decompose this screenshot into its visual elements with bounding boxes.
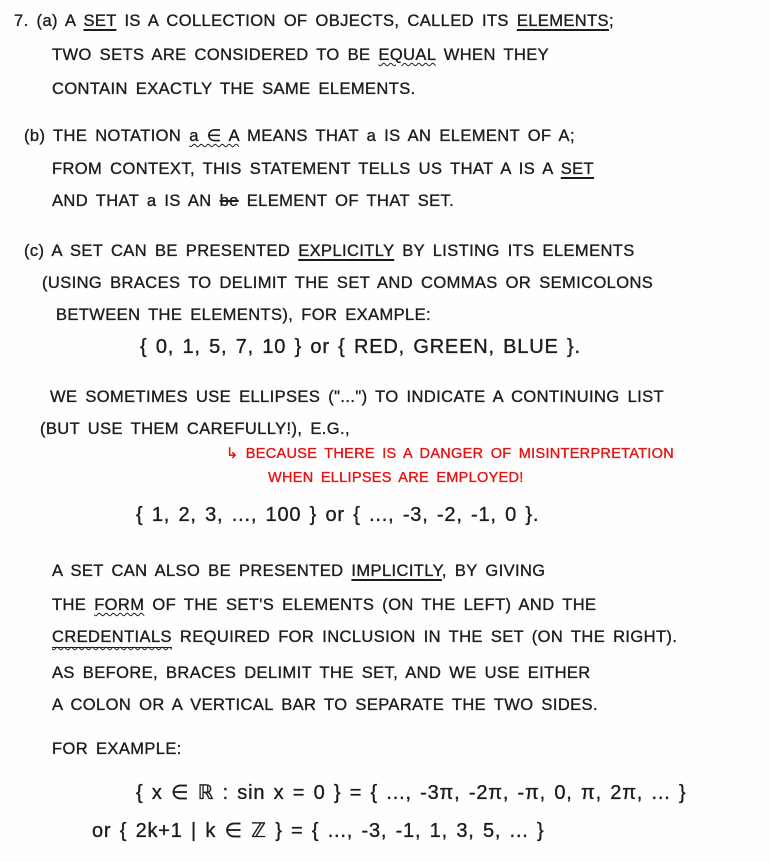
text-segment: WHEN ELLIPSES ARE EMPLOYED!	[268, 470, 524, 486]
text-segment: WHEN THEY	[435, 46, 550, 64]
text-segment: MEANS THAT a IS AN ELEMENT OF A;	[239, 127, 575, 145]
text-segment: BY LISTING ITS ELEMENTS	[394, 242, 635, 260]
text-segment: FOR EXAMPLE:	[52, 740, 182, 758]
text-segment: EQUAL	[378, 46, 436, 64]
text-segment: CREDENTIALS	[52, 628, 172, 646]
text-segment: EXPLICITLY	[298, 242, 395, 260]
implicit-line-3	[52, 628, 677, 647]
text-segment: CONTAIN EXACTLY THE SAME ELEMENTS.	[52, 80, 416, 98]
text-segment: AS BEFORE, BRACES DELIMIT THE SET, AND WE USE EITHER	[52, 664, 591, 682]
text-segment: , BY GIVING	[441, 562, 546, 580]
example-explicit-sets	[140, 336, 581, 359]
text-segment: SET	[83, 12, 117, 30]
text-segment: IMPLICITLY	[351, 562, 442, 580]
text-segment: FROM CONTEXT, THIS STATEMENT TELLS US THAT A IS A	[52, 160, 561, 178]
ellipses-line-2	[40, 420, 350, 439]
text-segment: FORM	[94, 596, 145, 614]
text-segment: (BUT USE THEM CAREFULLY!), E.G.,	[40, 420, 350, 438]
example-implicit-set-1	[136, 780, 686, 805]
text-segment: 7. (a) A	[14, 12, 84, 30]
item-a-line-1	[14, 12, 614, 31]
text-segment: (b) THE NOTATION	[24, 127, 190, 145]
implicit-line-4	[52, 664, 591, 683]
red-annotation-line-2	[268, 470, 524, 486]
ellipses-line-1	[50, 388, 664, 407]
example-ellipses-sets	[136, 504, 539, 527]
text-segment: ;	[608, 12, 614, 30]
red-annotation-line-1	[226, 446, 674, 462]
item-c-line-1	[24, 242, 635, 261]
item-a-line-2	[52, 46, 549, 65]
text-segment: ELEMENT OF THAT SET.	[238, 192, 455, 210]
text-segment: OF THE SET'S ELEMENTS (ON THE LEFT) AND THE	[144, 596, 597, 614]
text-segment: AND THAT a IS AN	[52, 192, 220, 210]
implicit-line-2	[52, 596, 596, 615]
text-segment: IS A COLLECTION OF OBJECTS, CALLED ITS	[116, 12, 517, 30]
text-segment: A SET CAN ALSO BE PRESENTED	[52, 562, 352, 580]
text-segment: REQUIRED FOR INCLUSION IN THE SET (ON THE RIGHT).	[171, 628, 678, 646]
text-segment: ↳ BECAUSE THERE IS A DANGER OF MISINTERPRETATION	[226, 446, 674, 462]
item-c-line-2	[42, 274, 653, 293]
text-segment: (USING BRACES TO DELIMIT THE SET AND COMMAS OR SEMICOLONS	[42, 274, 654, 292]
item-b-line-1	[24, 126, 575, 146]
text-segment: A COLON OR A VERTICAL BAR TO SEPARATE THE TWO SIDES.	[52, 696, 598, 714]
implicit-line-1	[52, 562, 546, 581]
text-segment: be	[219, 192, 239, 210]
text-segment: { x ∈ ℝ : sin x = 0 } = { ..., -3π, -2π, -π, 0, π, 2π, ... }	[136, 782, 687, 804]
text-segment: (c) A SET CAN BE PRESENTED	[24, 242, 299, 260]
text-segment: { 0, 1, 5, 7, 10 } or { RED, GREEN, BLUE }.	[140, 336, 581, 358]
text-segment: SET	[560, 160, 595, 178]
item-b-line-2	[52, 160, 594, 179]
text-segment: or { 2k+1 | k ∈ ℤ } = { ..., -3, -1, 1, 3, 5, ... }	[92, 820, 545, 842]
implicit-line-5	[52, 696, 598, 715]
text-segment: WE SOMETIMES USE ELLIPSES ("...") TO INDICATE A CONTINUING LIST	[50, 388, 665, 406]
item-c-line-3	[56, 306, 431, 325]
text-segment: THE	[52, 596, 95, 614]
item-b-line-3	[52, 192, 454, 211]
for-example-label	[52, 740, 182, 759]
item-a-line-3	[52, 80, 416, 99]
example-implicit-set-2	[92, 818, 545, 843]
text-segment: ELEMENTS	[516, 12, 609, 30]
text-segment: BETWEEN THE ELEMENTS), FOR EXAMPLE:	[56, 306, 432, 324]
text-segment: a ∈ A	[189, 127, 240, 145]
text-segment: TWO SETS ARE CONSIDERED TO BE	[52, 46, 379, 64]
text-segment: { 1, 2, 3, ..., 100 } or { ..., -3, -2, -1, 0 }.	[136, 504, 540, 526]
